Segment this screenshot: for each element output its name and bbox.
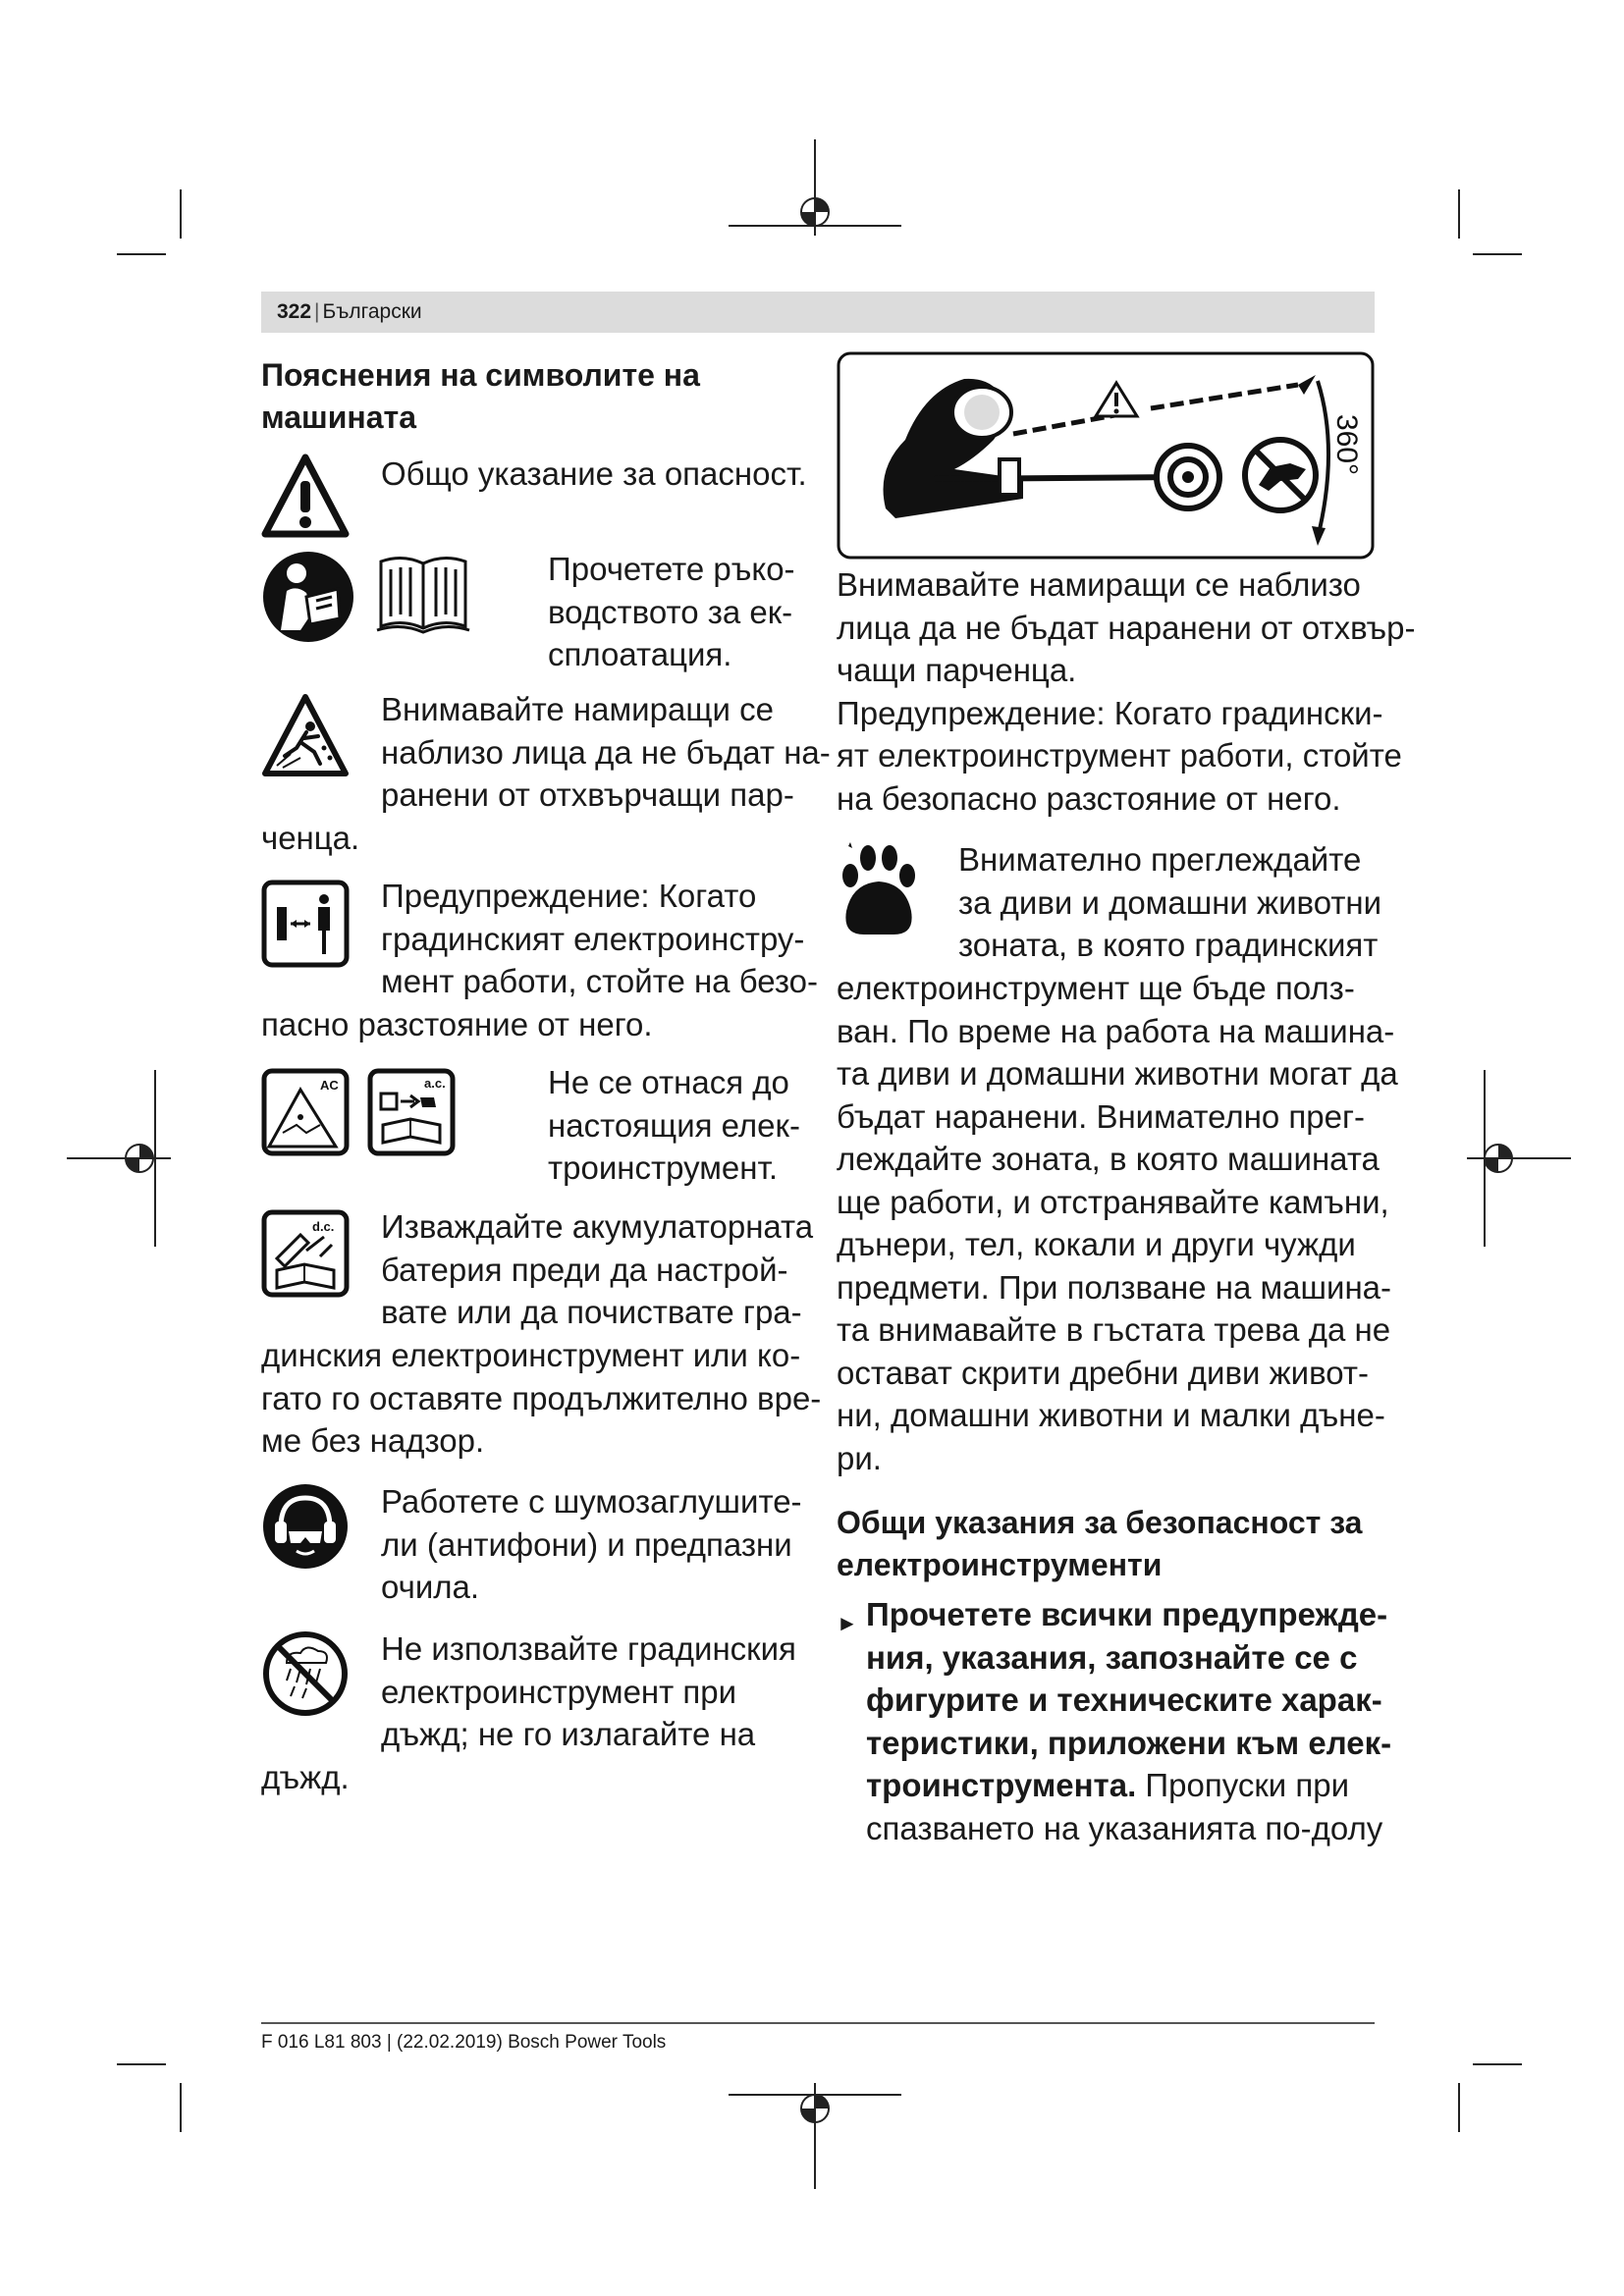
text-line: ния, указания, запознайте се с	[866, 1638, 1358, 1676]
rotation-label: 360°	[1330, 414, 1363, 476]
ac-label: AC	[320, 1078, 339, 1093]
text-line: дъжд; не го излагайте на	[381, 1716, 756, 1752]
wildlife-warning-text	[958, 838, 1381, 967]
text-line: ван. По време на работа на машина-	[837, 1012, 1395, 1049]
text-line: та диви и домашни животни могат да	[837, 1055, 1398, 1092]
text-line: троинструмент.	[548, 1149, 779, 1186]
symbol-desc-safe-distance	[381, 875, 818, 1003]
page-header: 322 | Български	[277, 300, 422, 323]
text-line: наблизо лица да не бъдат на-	[381, 733, 831, 771]
ac-power-warning-icon	[261, 1068, 350, 1156]
text-line: Прочетете всички предупрежде-	[866, 1596, 1388, 1632]
page-number: 322	[277, 300, 312, 323]
text-line: теристики, приложени към елек-	[866, 1724, 1392, 1761]
remove-battery-icon	[261, 1209, 350, 1298]
text-line: предмети. При ползване на машина-	[837, 1268, 1392, 1306]
text-line: дъжд.	[261, 1759, 350, 1795]
book-icon	[375, 552, 471, 634]
text-line: зоната, в която градинският	[958, 927, 1379, 963]
header-bar	[261, 292, 1375, 333]
text-line: пасно разстояние от него.	[261, 1006, 653, 1042]
unplug-ac-icon	[367, 1068, 456, 1156]
text-line: Внимавайте намиращи се	[381, 691, 774, 727]
text-line: водството за ек-	[548, 593, 793, 630]
section-heading-general-safety	[837, 1502, 1362, 1586]
text-line: чащи парченца.	[837, 652, 1077, 688]
text-line: Внимавайте намиращи се наблизо	[837, 566, 1361, 603]
text-line: гато го оставяте продължително вре-	[261, 1379, 822, 1416]
text-line: бъдат наранени. Внимателно прег-	[837, 1097, 1366, 1135]
text-line: спазването на указанията по-долу	[866, 1809, 1383, 1846]
symbol-desc-ear-eye-protection	[381, 1480, 802, 1609]
symbol-desc-thrown-objects-cont	[261, 817, 359, 860]
ear-eye-protection-icon	[261, 1482, 350, 1571]
footer-rule	[261, 2022, 1375, 2024]
text-line: Внимателно преглеждайте	[958, 841, 1362, 878]
text-line: настоящия елек-	[548, 1106, 800, 1144]
text-line: ранени от отхвърчащи пар-	[381, 776, 794, 813]
text-line: електроинструмент ще бъде полз-	[837, 970, 1355, 1006]
heading-line: Общи указания за безопасност за	[837, 1505, 1363, 1540]
keep-bystanders-away-figure	[837, 351, 1375, 560]
symbol-desc-general-warning	[381, 453, 807, 496]
text-line: вате или да почиствате гра-	[381, 1294, 802, 1330]
symbol-desc-remove-battery-cont	[261, 1334, 821, 1463]
heading-line: машината	[261, 400, 416, 435]
text-line: очила.	[381, 1569, 480, 1605]
header-language: Български	[322, 300, 422, 323]
paw-print-icon	[837, 842, 921, 936]
text-line: Предупреждение: Когато градински-	[837, 694, 1383, 731]
symbol-desc-thrown-objects	[381, 688, 831, 817]
symbol-desc-no-rain	[381, 1628, 796, 1756]
symbol-desc-ac	[548, 1061, 800, 1190]
text-line: та внимавайте в гъстата трева да не	[837, 1311, 1391, 1348]
heading-line: Пояснения на символите на	[261, 357, 700, 393]
section-heading-symbols	[261, 354, 700, 439]
text-line: на безопасно разстояние от него.	[837, 779, 1341, 817]
text-line: ят електроинструмент работи, стойте	[837, 737, 1402, 774]
text-line: динския електроинструмент или ко-	[261, 1337, 801, 1373]
text-line: ме без надзор.	[261, 1422, 485, 1459]
text-line: ли (антифони) и предпазни	[381, 1525, 792, 1563]
text-line: Пропуски при	[1145, 1767, 1350, 1803]
read-manual-icon	[261, 550, 355, 644]
heading-line: електроинструменти	[837, 1547, 1163, 1582]
text-line: градинският електроинстру-	[381, 920, 805, 957]
text-line: Прочетете ръко-	[548, 551, 795, 587]
text-line: за диви и домашни животни	[958, 883, 1382, 921]
symbol-desc-read-manual	[548, 548, 795, 676]
text-line: батерия преди да настрой-	[381, 1251, 788, 1288]
text-line: ченца.	[261, 820, 360, 856]
text-line: Предупреждение: Когато	[381, 878, 757, 914]
symbol-desc-safe-distance-cont	[261, 1003, 653, 1046]
figure-caption	[837, 563, 1415, 820]
text-line: лица да не бъдат наранени от отхвър-	[837, 609, 1416, 646]
symbol-desc-no-rain-cont	[261, 1756, 350, 1799]
text-line: Общо указание за опасност.	[381, 455, 807, 492]
registration-mark-left	[65, 1129, 173, 1188]
text-line: сплоатация.	[548, 636, 732, 672]
ac-small-label: a.c.	[424, 1076, 446, 1091]
bullet-marker: ►	[837, 1611, 858, 1635]
text-line: мент работи, стойте на безо-	[381, 963, 818, 999]
text-line: фигурите и техническите харак-	[866, 1682, 1382, 1718]
page-footer: F 016 L81 803 | (22.02.2019) Bosch Power Tools	[261, 2032, 667, 2053]
registration-mark-bottom	[727, 2073, 903, 2191]
text-line: Работете с шумозаглушите-	[381, 1483, 802, 1520]
symbol-desc-remove-battery	[381, 1205, 813, 1334]
text-line: електроинструмент при	[381, 1673, 737, 1710]
thrown-objects-warning-icon	[261, 693, 350, 777]
text-line: троинструмента.	[866, 1767, 1137, 1803]
text-line: леждайте зоната, в която машината	[837, 1141, 1380, 1177]
registration-mark-right	[1465, 1129, 1573, 1188]
text-line: ри.	[837, 1439, 882, 1476]
bullet-item-read-warnings	[866, 1593, 1391, 1849]
text-line: ще работи, и отстранявайте камъни,	[837, 1183, 1389, 1220]
registration-mark-top	[727, 137, 903, 255]
text-line: ни, домашни животни и малки дъне-	[837, 1397, 1385, 1433]
text-line: Не използвайте градинския	[381, 1630, 796, 1667]
text-line: дънери, тел, кокали и други чужди	[837, 1226, 1356, 1262]
warning-triangle-icon	[261, 454, 350, 538]
no-rain-icon	[261, 1629, 350, 1718]
text-line: Не се отнася до	[548, 1064, 789, 1100]
text-line: Изваждайте акумулаторната	[381, 1208, 814, 1245]
text-line: остават скрити дребни диви живот-	[837, 1354, 1370, 1391]
safe-distance-icon	[261, 880, 350, 968]
dc-label: d.c.	[312, 1219, 335, 1234]
wildlife-warning-text-cont	[837, 967, 1398, 1479]
